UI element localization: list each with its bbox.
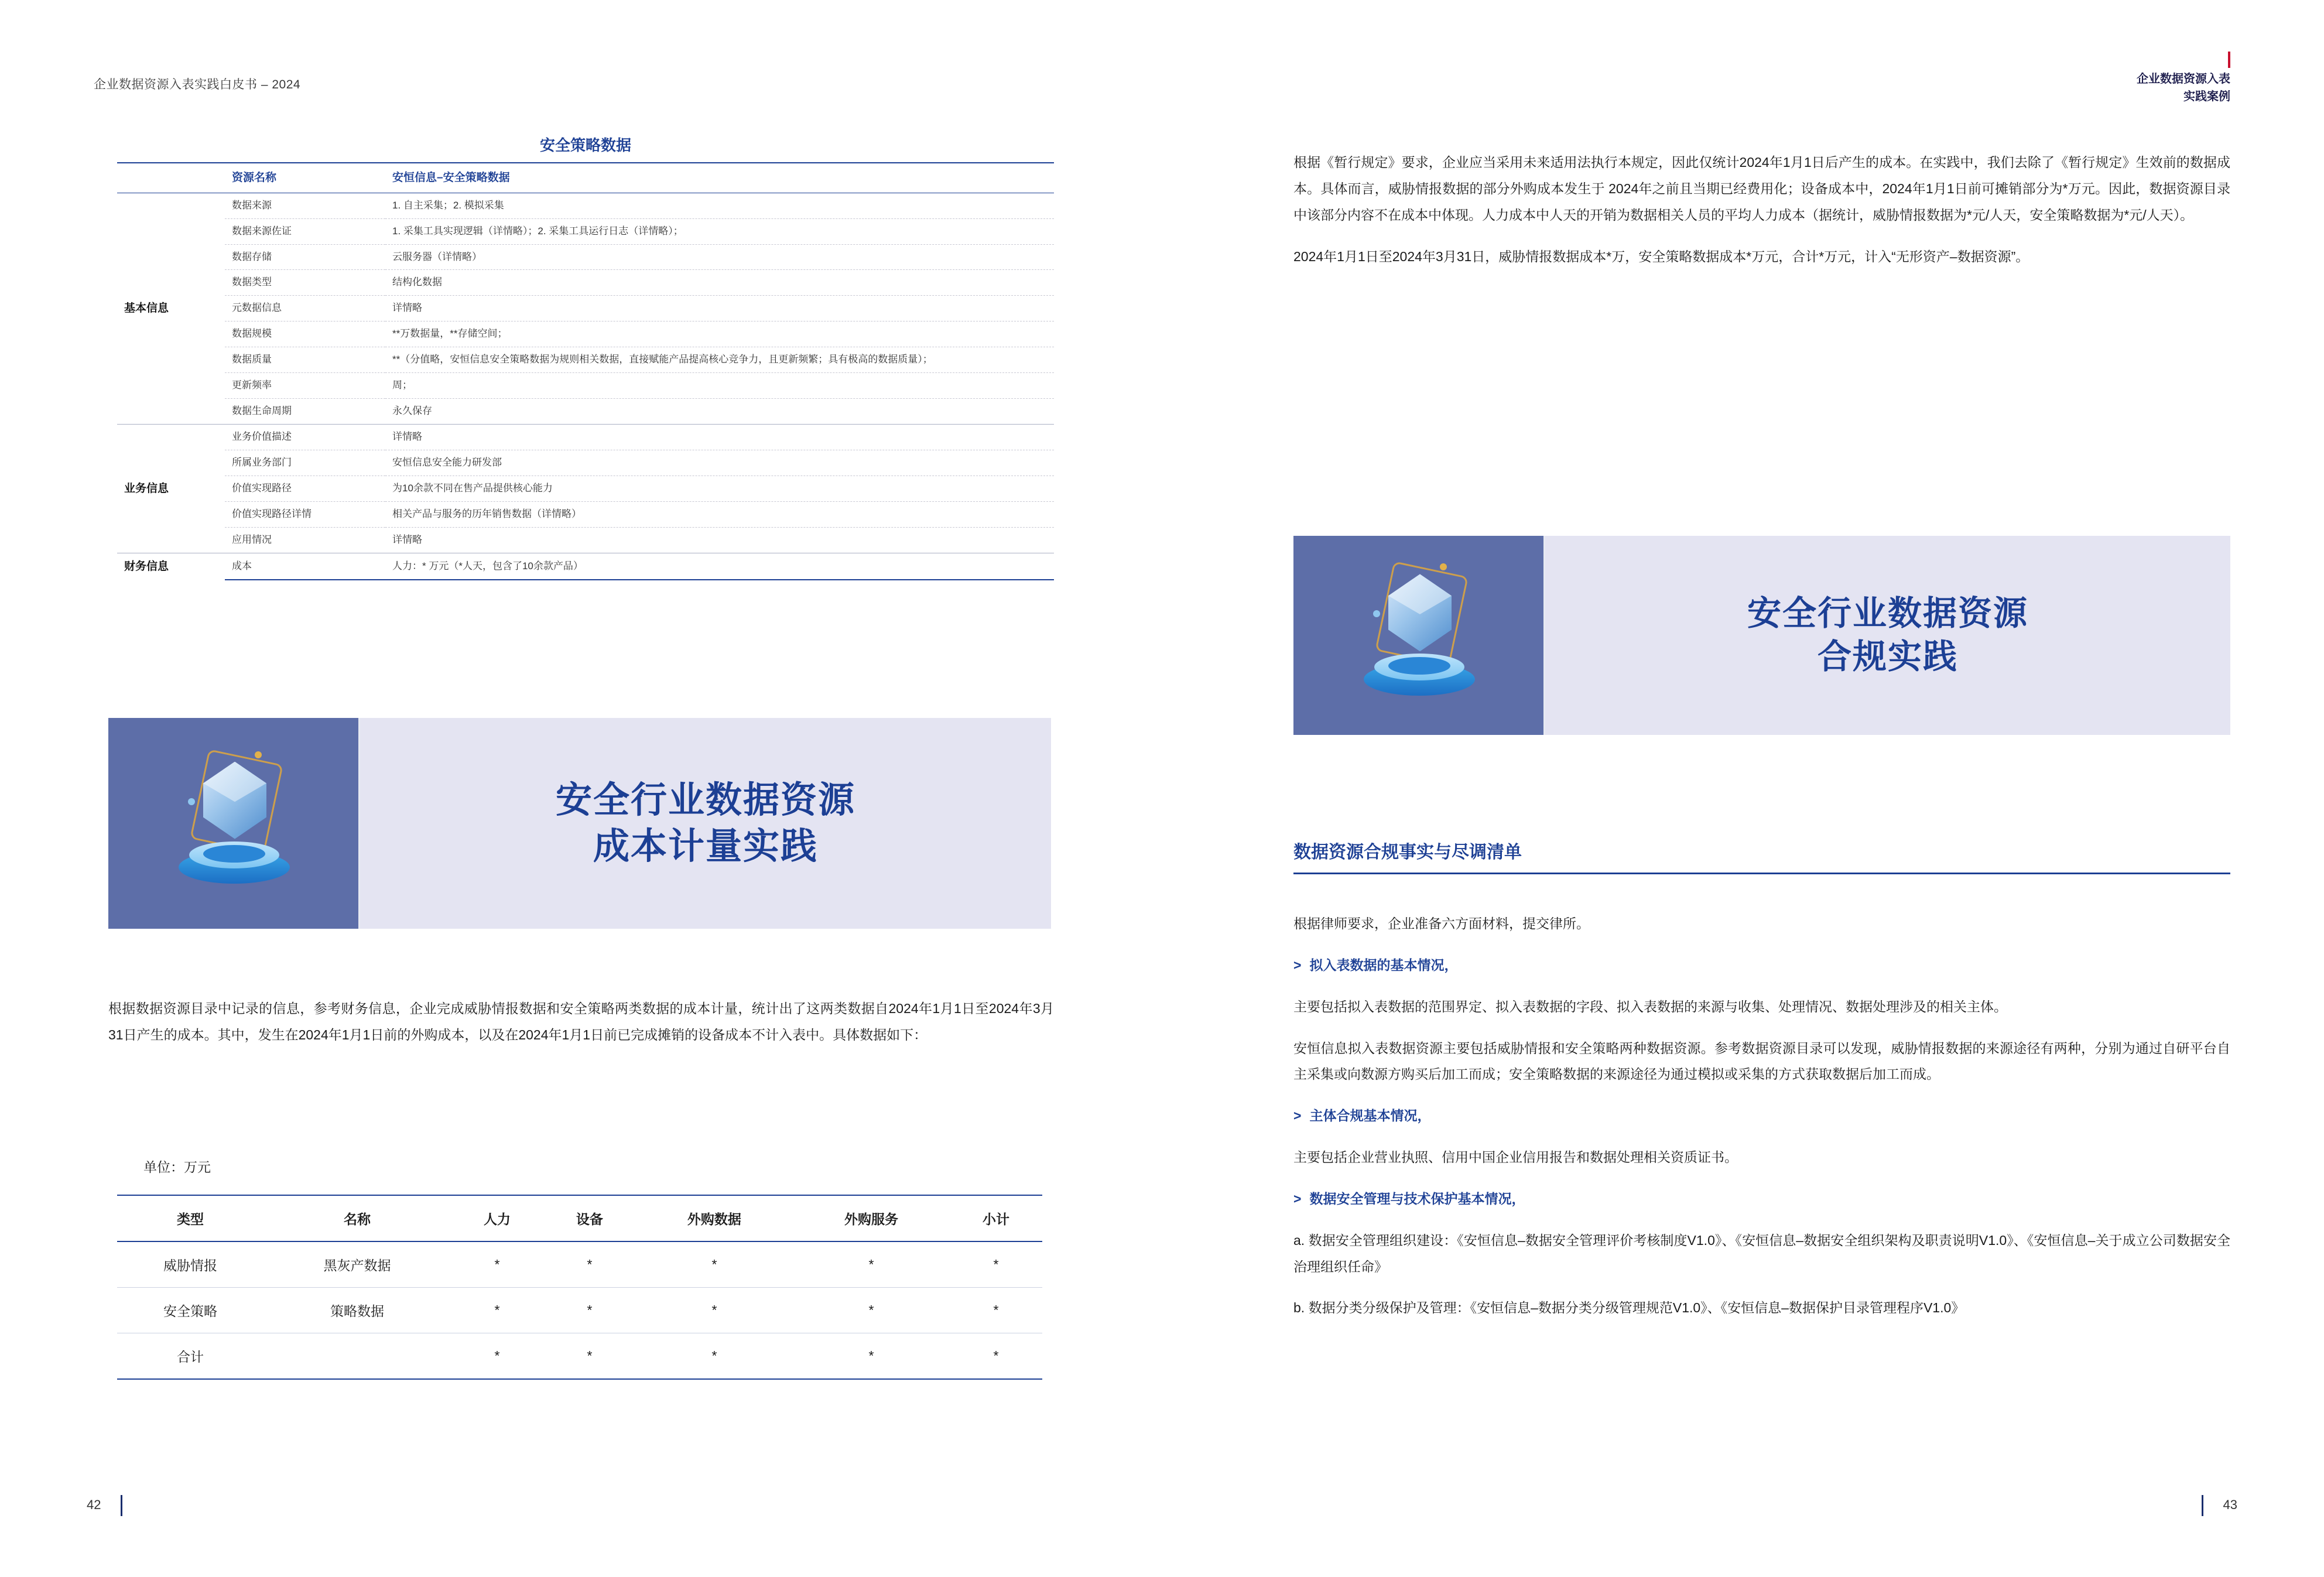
spec-value: 安恒信息安全能力研发部 bbox=[385, 450, 1054, 476]
spec-key: 价值实现路径 bbox=[225, 476, 385, 501]
cost-cell: * bbox=[950, 1288, 1042, 1333]
spec-header-col2: 安恒信息–安全策略数据 bbox=[385, 163, 1054, 193]
folio-rule-left bbox=[121, 1495, 122, 1516]
spec-key: 数据存储 bbox=[225, 244, 385, 270]
banner-title-line1: 安全行业数据资源 bbox=[1747, 594, 2028, 632]
table-row bbox=[117, 553, 1054, 580]
cost-cell: * bbox=[543, 1288, 636, 1333]
spec-key: 成本 bbox=[225, 553, 385, 580]
bullet-label: 主体合规基本情况， bbox=[1309, 1108, 1431, 1124]
table-row bbox=[117, 1241, 1042, 1288]
cost-col-header: 外购服务 bbox=[793, 1195, 950, 1241]
paragraph: 根据数据资源目录中记录的信息，参考财务信息，企业完成威胁情报数据和安全策略两类数据的成本计量，统计出了这两类数据自2024年1月1日至2024年3月31日产生的成本。其中，发生在2024年1月1日前的外购成本，以及在2024年1月1日前已完成摊销的设备成本不计入表中。具体数据如下： bbox=[108, 1001, 1054, 1042]
bullet-label: 拟入表数据的基本情况， bbox=[1309, 957, 1458, 973]
paragraph: 2024年1月1日至2024年3月31日，威胁情报数据成本*万，安全策略数据成本*万元，合计*万元，计入“无形资产–数据资源”。 bbox=[1293, 248, 2029, 264]
spec-key: 价值实现路径详情 bbox=[225, 501, 385, 527]
chevron-right-icon: > bbox=[1293, 1108, 1302, 1124]
paragraph: 安恒信息拟入表数据资源主要包括威胁情报和安全策略两种数据资源。参考数据资源目录可以发现，威胁情报数据的来源途径有两种，分别为通过自研平台自主采集或向数源方购买后加工而成；安全策略数据的来源途径为通过模拟或采集的方式获取数据后加工而成。 bbox=[1293, 1040, 2230, 1082]
cost-col-header: 类型 bbox=[117, 1195, 263, 1241]
cost-cell: 威胁情报 bbox=[117, 1241, 263, 1288]
spec-group-label: 业务信息 bbox=[117, 425, 225, 553]
paragraph: a. 数据安全管理组织建设：《安恒信息–数据安全管理评价考核制度V1.0》、《安恒信息–数据安全组织架构及职责说明V1.0》、《安恒信息–关于成立公司数据安全治理组织任命》 bbox=[1293, 1232, 2230, 1274]
spec-value: 周； bbox=[385, 373, 1054, 399]
banner-title-line1: 安全行业数据资源 bbox=[555, 779, 855, 820]
cost-cell: * bbox=[451, 1288, 543, 1333]
spec-key: 数据来源 bbox=[225, 193, 385, 218]
cost-col-header: 小计 bbox=[950, 1195, 1042, 1241]
security-policy-spec-table bbox=[117, 134, 1054, 580]
spec-value: 永久保存 bbox=[385, 399, 1054, 425]
cost-col-header: 名称 bbox=[263, 1195, 451, 1241]
chevron-right-icon: > bbox=[1293, 1191, 1302, 1206]
bullet-label: 数据安全管理与技术保护基本情况， bbox=[1309, 1191, 1525, 1206]
paragraph: 主要包括拟入表数据的范围界定、拟入表数据的字段、拟入表数据的来源与收集、处理情况、数据处理涉及的相关主体。 bbox=[1293, 998, 2007, 1014]
spec-header-col1: 资源名称 bbox=[225, 163, 385, 193]
cost-cell: * bbox=[793, 1288, 950, 1333]
spec-value: 结构化数据 bbox=[385, 270, 1054, 296]
section-heading: 数据资源合规事实与尽调清单 bbox=[1293, 837, 2230, 874]
table-row bbox=[117, 450, 1054, 476]
table-row bbox=[117, 501, 1054, 527]
left-intro-text bbox=[108, 996, 1054, 1063]
cost-cell: * bbox=[451, 1333, 543, 1380]
banner-title-line2: 合规实践 bbox=[1817, 638, 1958, 676]
table-row bbox=[117, 270, 1054, 296]
running-head-rule bbox=[2228, 52, 2230, 68]
bullet-item bbox=[1293, 952, 2230, 979]
spec-key: 数据来源佐证 bbox=[225, 218, 385, 244]
table-row bbox=[117, 1288, 1042, 1333]
cost-cell: 安全策略 bbox=[117, 1288, 263, 1333]
running-head-right-line2: 实践案例 bbox=[2183, 90, 2230, 103]
table-header-row bbox=[117, 1195, 1042, 1241]
spec-key: 数据类型 bbox=[225, 270, 385, 296]
spec-value: 详情略 bbox=[385, 425, 1054, 450]
banner-title-line2: 成本计量实践 bbox=[593, 826, 818, 867]
cost-cell: 策略数据 bbox=[263, 1288, 451, 1333]
spec-value: 云服务器（详情略） bbox=[385, 244, 1054, 270]
paragraph: b. 数据分类分级保护及管理：《安恒信息–数据分类分级管理规范V1.0》、《安恒信息–数据保护目录管理程序V1.0》 bbox=[1293, 1300, 1965, 1316]
table-row bbox=[117, 193, 1054, 218]
cost-cell: * bbox=[543, 1241, 636, 1288]
table-row bbox=[117, 527, 1054, 553]
cost-cell: * bbox=[950, 1241, 1042, 1288]
table-row bbox=[117, 373, 1054, 399]
running-head-right bbox=[2137, 70, 2230, 105]
spec-value: 1. 自主采集；2. 模拟采集 bbox=[385, 193, 1054, 218]
page-number-right: 43 bbox=[2223, 1497, 2237, 1512]
right-top-text bbox=[1293, 149, 2230, 285]
spec-key: 更新频率 bbox=[225, 373, 385, 399]
spec-value: **万数据量，**存储空间； bbox=[385, 321, 1054, 347]
cost-summary-table bbox=[117, 1195, 1042, 1380]
cost-cell: * bbox=[543, 1333, 636, 1380]
gem-podium-icon bbox=[167, 742, 302, 888]
bullet-item bbox=[1293, 1186, 2230, 1212]
spec-value: 详情略 bbox=[385, 527, 1054, 553]
table-row bbox=[117, 1333, 1042, 1380]
spec-key: 业务价值描述 bbox=[225, 425, 385, 450]
spec-value: 1. 采集工具实现逻辑（详情略）；2. 采集工具运行日志（详情略）； bbox=[385, 218, 1054, 244]
cost-col-header: 外购数据 bbox=[636, 1195, 793, 1241]
spec-value: 相关产品与服务的历年销售数据（详情略） bbox=[385, 501, 1054, 527]
cost-cell: * bbox=[793, 1241, 950, 1288]
table-row bbox=[117, 321, 1054, 347]
spec-group-label: 财务信息 bbox=[117, 553, 225, 580]
paragraph: 根据律师要求，企业准备六方面材料，提交律所。 bbox=[1293, 916, 1590, 931]
table-row bbox=[117, 399, 1054, 425]
section-banner-compliance-practice bbox=[1293, 536, 2230, 735]
bullet-item bbox=[1293, 1103, 2230, 1129]
cost-cell: * bbox=[636, 1241, 793, 1288]
cost-cell: 合计 bbox=[117, 1333, 263, 1380]
gem-podium-icon bbox=[1352, 554, 1487, 700]
cost-cell bbox=[263, 1333, 451, 1380]
table-row bbox=[117, 347, 1054, 373]
table-row bbox=[117, 476, 1054, 501]
section-banner-cost-practice bbox=[108, 718, 1051, 929]
spec-key: 应用情况 bbox=[225, 527, 385, 553]
cost-table-unit-label: 单位：万元 bbox=[143, 1159, 211, 1175]
spec-key: 数据生命周期 bbox=[225, 399, 385, 425]
banner-title bbox=[1545, 536, 2230, 735]
page-right bbox=[1162, 0, 2324, 1577]
spec-value: **（分值略，安恒信息安全策略数据为规则相关数据，直接赋能产品提高核心竞争力，且更新频繁；具有极高的数据质量）； bbox=[385, 347, 1054, 373]
banner-title bbox=[360, 718, 1051, 929]
cost-col-header: 人力 bbox=[451, 1195, 543, 1241]
spec-table-title: 安全策略数据 bbox=[539, 136, 631, 154]
page-number-left: 42 bbox=[87, 1497, 101, 1512]
spec-key: 数据质量 bbox=[225, 347, 385, 373]
table-row bbox=[117, 425, 1054, 450]
chevron-right-icon: > bbox=[1293, 957, 1302, 973]
table-header-row bbox=[117, 163, 1054, 193]
running-head-left: 企业数据资源入表实践白皮书 – 2024 bbox=[94, 78, 301, 91]
spec-value: 人力：* 万元（*人天，包含了10余款产品） bbox=[385, 553, 1054, 580]
spec-key: 数据规模 bbox=[225, 321, 385, 347]
cost-cell: 黑灰产数据 bbox=[263, 1241, 451, 1288]
cost-cell: * bbox=[793, 1333, 950, 1380]
paragraph: 主要包括企业营业执照、信用中国企业信用报告和数据处理相关资质证书。 bbox=[1293, 1150, 1738, 1165]
spec-key: 所属业务部门 bbox=[225, 450, 385, 476]
cost-cell: * bbox=[950, 1333, 1042, 1380]
spec-group-label: 基本信息 bbox=[124, 302, 169, 315]
cost-cell: * bbox=[636, 1333, 793, 1380]
cost-cell: * bbox=[636, 1288, 793, 1333]
table-row bbox=[117, 296, 1054, 321]
cost-col-header: 设备 bbox=[543, 1195, 636, 1241]
table-row bbox=[117, 244, 1054, 270]
paragraph: 根据《暂行规定》要求，企业应当采用未来适用法执行本规定，因此仅统计2024年1月1日后产生的成本。在实践中，我们去除了《暂行规定》生效前的数据成本。具体而言，威胁情报数据的部分外购成本发生于 2024年之前且当期已经费用化；设备成本中，2024年1月1日前可摊销部分为*万元。因此，数据资源目录中该部分内容不在成本中体现。人力成本中人天的开销为数据相关人员的平均人力成本（据统计，威胁情报数据为*元/人天，安全策略数据为*元/人天）。 bbox=[1293, 155, 2230, 223]
spec-key: 元数据信息 bbox=[225, 296, 385, 321]
running-head-right-line1: 企业数据资源入表 bbox=[2137, 73, 2230, 85]
right-body-text bbox=[1293, 911, 2230, 1336]
folio-rule-right bbox=[2202, 1495, 2203, 1516]
spec-value: 详情略 bbox=[385, 296, 1054, 321]
banner-artwork bbox=[1293, 536, 1545, 735]
spec-value: 为10余款不同在售产品提供核心能力 bbox=[385, 476, 1054, 501]
table-row bbox=[117, 218, 1054, 244]
cost-cell: * bbox=[451, 1241, 543, 1288]
banner-artwork bbox=[108, 718, 360, 929]
spec-header-blank bbox=[117, 163, 225, 193]
